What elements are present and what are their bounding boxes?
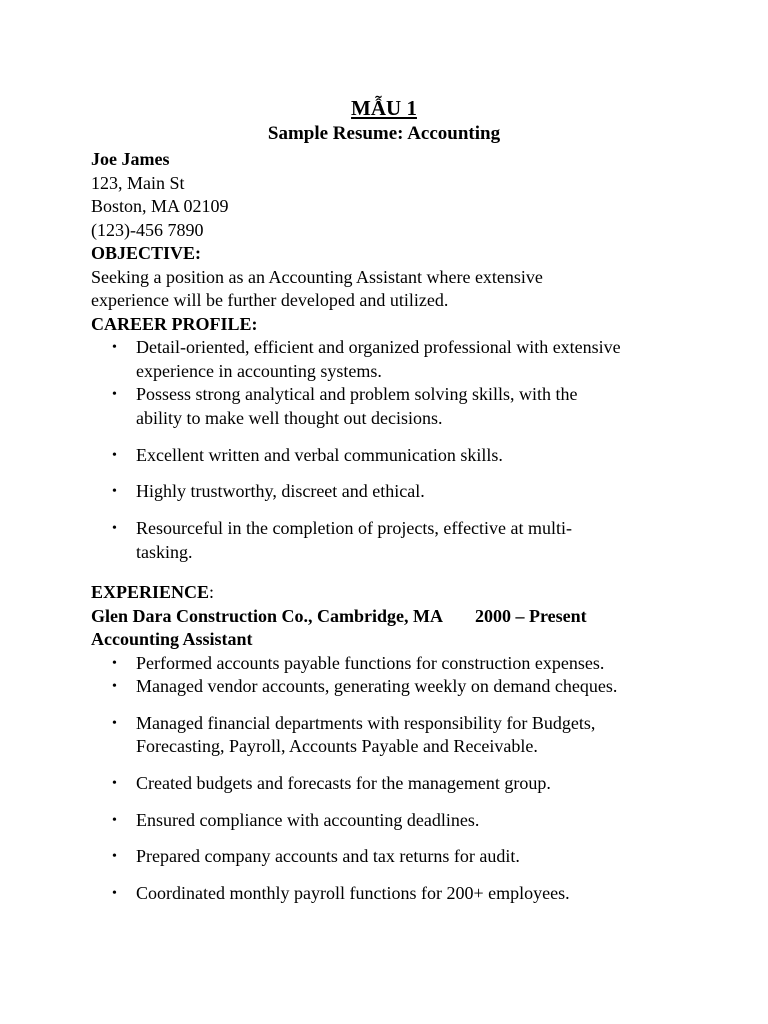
list-item <box>91 882 691 906</box>
bullet-icon: • <box>112 679 117 694</box>
list-item-text: ability to make well thought out decisions. <box>136 407 443 428</box>
list-item-text: tasking. <box>136 541 193 562</box>
list-item-text: experience in accounting systems. <box>136 360 382 381</box>
address-street: 123, Main St <box>91 172 185 193</box>
bullet-icon: • <box>112 813 117 828</box>
resume-body <box>91 148 691 906</box>
list-item-text: Excellent written and verbal communication skills. <box>136 445 503 465</box>
list-item-text: Performed accounts payable functions for construction expenses. <box>136 652 605 673</box>
list-item <box>91 517 691 564</box>
list-item-text: Managed financial departments with responsibility for Budgets, <box>136 712 596 733</box>
document-subtitle: Sample Resume: Accounting <box>267 123 501 144</box>
list-item <box>91 712 691 759</box>
experience-list <box>91 652 691 906</box>
candidate-name: Joe James <box>91 149 170 169</box>
bullet-icon: • <box>112 448 117 463</box>
phone-number: (123)-456 7890 <box>91 219 204 240</box>
list-item-text: Detail-oriented, efficient and organized professional with extensive <box>136 337 621 357</box>
list-item <box>91 336 691 383</box>
experience-heading-colon: : <box>209 582 215 602</box>
list-item-text: Created budgets and forecasts for the management group. <box>136 772 551 793</box>
list-item-text: Highly trustworthy, discreet and ethical. <box>136 480 425 501</box>
list-item-text: Coordinated monthly payroll functions for 200+ employees. <box>136 883 570 903</box>
document-title: MẪU 1 <box>351 96 417 120</box>
list-item <box>91 444 691 468</box>
bullet-icon: • <box>112 521 117 536</box>
experience-heading <box>91 581 691 605</box>
list-item-text: Possess strong analytical and problem solving skills, with the <box>136 384 578 404</box>
list-item <box>91 480 691 504</box>
list-item <box>91 845 691 869</box>
job-header <box>91 605 691 629</box>
career-profile-list <box>91 336 691 564</box>
list-item-text: Managed vendor accounts, generating weekly on demand cheques. <box>136 676 618 696</box>
address-city: Boston, MA 02109 <box>91 196 229 216</box>
bullet-icon: • <box>112 655 117 671</box>
experience-heading-text: EXPERIENCE <box>91 582 210 602</box>
list-item <box>91 652 691 676</box>
list-item-text: Prepared company accounts and tax returns for audit. <box>136 845 520 866</box>
objective-line: Seeking a position as an Accounting Assistant where extensive <box>91 266 543 287</box>
employment-dates: 2000 – Present <box>474 605 587 626</box>
list-item <box>91 809 691 833</box>
objective-line: experience will be further developed and utilized. <box>91 290 449 310</box>
bullet-icon: • <box>112 848 117 864</box>
list-item <box>91 675 691 699</box>
list-item-text: Resourceful in the completion of projects, effective at multi- <box>136 518 573 538</box>
bullet-icon: • <box>112 775 117 791</box>
bullet-icon: • <box>112 387 117 402</box>
objective-heading: OBJECTIVE: <box>91 243 202 263</box>
bullet-icon: • <box>112 886 117 901</box>
list-item-text: Forecasting, Payroll, Accounts Payable and Receivable. <box>136 736 538 756</box>
list-item <box>91 772 691 796</box>
job-position: Accounting Assistant <box>91 629 253 649</box>
company-name: Glen Dara Construction Co., Cambridge, MA <box>91 605 443 626</box>
career-profile-heading: CAREER PROFILE: <box>91 313 258 334</box>
list-item <box>91 383 691 430</box>
list-item-text: Ensured compliance with accounting deadlines. <box>136 810 480 830</box>
bullet-icon: • <box>112 340 117 355</box>
bullet-icon: • <box>112 483 117 499</box>
bullet-icon: • <box>112 715 117 731</box>
